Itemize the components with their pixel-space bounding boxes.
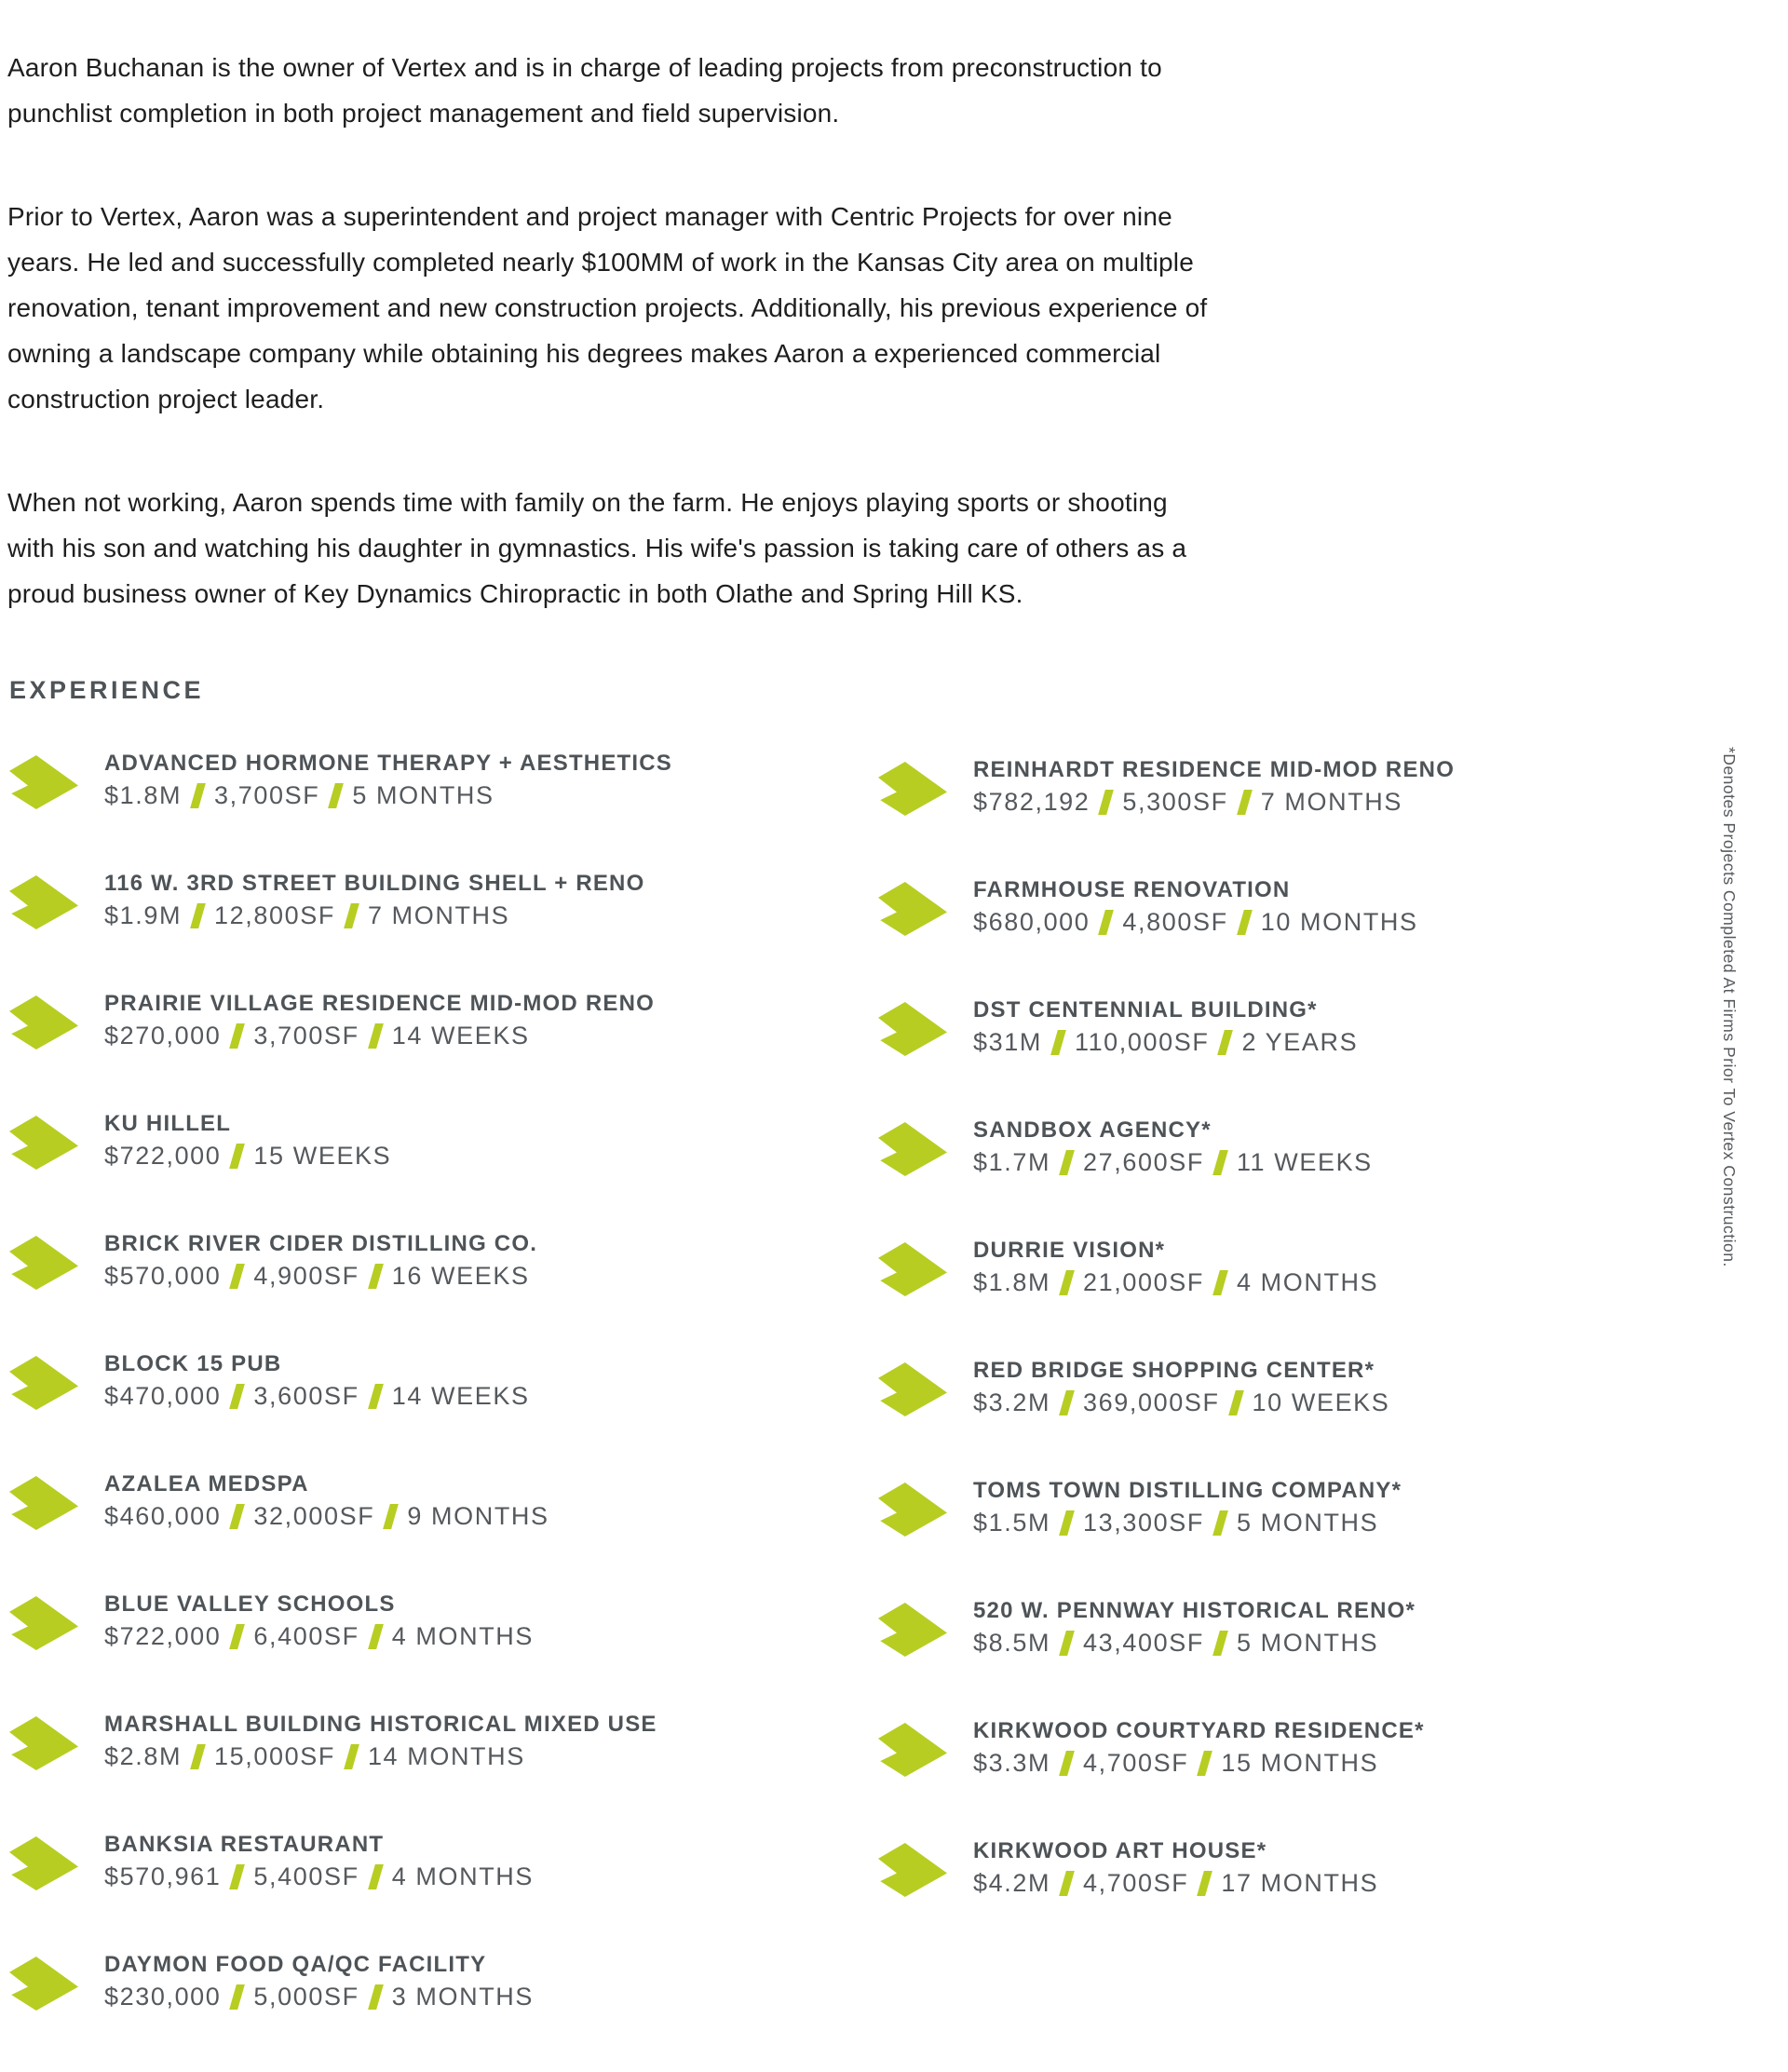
project-stat: 14 WEEKS [391,1382,530,1410]
green-slash-divider [230,1984,246,2010]
project-stat: $570,961 [104,1862,222,1890]
experience-item-text [973,1117,1373,1176]
project-stat: $570,000 [104,1262,222,1290]
project-stat: $722,000 [104,1142,222,1170]
project-title: KU HILLEL [104,1111,232,1136]
project-title: AZALEA MEDSPA [104,1471,309,1496]
project-stats [973,1028,1358,1056]
project-stat: $31M [973,1028,1042,1056]
experience-item [9,871,876,929]
green-slash-divider [1197,1871,1212,1896]
project-stat: 10 WEEKS [1252,1388,1390,1416]
project-title: KIRKWOOD ART HOUSE* [973,1838,1267,1863]
experience-item [878,1718,1788,1777]
project-stat: 3,700SF [214,781,320,809]
project-stat: 43,400SF [1083,1629,1204,1657]
experience-item [9,1712,876,1770]
project-stats [973,1749,1425,1777]
green-slash-divider [1228,1390,1244,1415]
project-stat: 16 WEEKS [391,1262,530,1290]
project-stats [104,1382,530,1410]
green-slash-divider [1237,910,1253,935]
experience-item-text [104,1832,534,1890]
project-stat: 15,000SF [214,1742,335,1770]
experience-item-text [104,1591,534,1650]
experience-item-text [973,1238,1378,1296]
project-title: DAYMON FOOD QA/QC FACILITY [104,1952,487,1977]
project-stat: 3 MONTHS [391,1983,535,2011]
experience-column-right [876,751,1788,2072]
project-stats [973,908,1418,936]
project-stat: 5,300SF [1122,788,1228,816]
experience-item [9,1351,876,1410]
project-stat: 13,300SF [1083,1509,1204,1537]
bio-section [7,45,1788,616]
green-slash-divider [230,1384,246,1409]
experience-item-text [973,1358,1389,1416]
experience-item-text [973,877,1418,936]
green-slash-divider [1059,1150,1075,1175]
project-stat: $270,000 [104,1022,222,1050]
project-stat: $680,000 [973,908,1090,936]
project-stat: $460,000 [104,1502,222,1530]
green-slash-divider [1059,1871,1075,1896]
green-slash-divider [1059,1631,1075,1656]
green-slash-divider [1099,910,1115,935]
project-stats [104,901,644,929]
arrow-right-icon [878,1603,947,1657]
arrow-right-icon [9,1356,78,1410]
project-stats [973,1509,1402,1537]
project-stat: 12,800SF [214,901,335,929]
project-stat: $8.5M [973,1629,1051,1657]
project-stat: 21,000SF [1083,1268,1204,1296]
project-stats [973,1869,1378,1897]
experience-item-text [104,1231,537,1290]
project-stats [104,1502,549,1530]
bio-paragraph-2: Prior to Vertex, Aaron was a superintendent and project manager with Centric Projects for over nine years. He led and successfully completed nearly $100MM of work in the Kansas City area on multiple renovation, tenant improvement and new construction projects. Additionally, his previous experience of owning a landscape company while obtaining his degrees makes Aaron a experienced commercial construction project leader. [7,202,1208,413]
green-slash-divider [230,1504,246,1529]
green-slash-divider [1212,1510,1228,1536]
bio-paragraph-1: Aaron Buchanan is the owner of Vertex and is in charge of leading projects from preconstruction to punchlist completion in both project management and field supervision. [7,53,1162,128]
arrow-right-icon [9,1116,78,1170]
project-title: KIRKWOOD COURTYARD RESIDENCE* [973,1718,1425,1743]
arrow-right-icon [878,1843,947,1897]
experience-item-text [104,871,644,929]
project-title: SANDBOX AGENCY* [973,1117,1212,1143]
arrow-right-icon [9,1596,78,1650]
project-stat: $1.9M [104,901,183,929]
green-slash-divider [1099,790,1115,815]
arrow-right-icon [9,995,78,1050]
project-stats [104,1862,534,1890]
experience-item-text [973,757,1455,816]
experience-item [878,757,1788,816]
project-stat: 6,400SF [253,1622,359,1650]
green-slash-divider [190,783,206,808]
green-slash-divider [1059,1390,1075,1415]
project-stat: $470,000 [104,1382,222,1410]
experience-item-text [104,991,655,1050]
project-stat: 14 MONTHS [367,1742,525,1770]
arrow-right-icon [9,1236,78,1290]
project-title: REINHARDT RESIDENCE MID-MOD RENO [973,757,1456,782]
project-stat: 5 MONTHS [1236,1509,1379,1537]
experience-item-text [973,997,1358,1056]
project-stat: 27,600SF [1083,1148,1204,1176]
project-stat: $782,192 [973,788,1090,816]
project-title: TOMS TOWN DISTILLING COMPANY* [973,1478,1402,1503]
project-stats [973,788,1455,816]
project-stats [104,781,672,809]
experience-item [878,1478,1788,1537]
green-slash-divider [230,1624,246,1649]
project-stat: 7 MONTHS [367,901,510,929]
green-slash-divider [368,1624,384,1649]
green-slash-divider [368,1023,384,1049]
green-slash-divider [368,1864,384,1889]
project-stat: 4,700SF [1083,1869,1189,1897]
green-slash-divider [383,1504,399,1529]
green-slash-divider [230,1144,246,1169]
experience-item [9,1591,876,1650]
project-stat: 32,000SF [253,1502,375,1530]
arrow-right-icon [878,1122,947,1176]
project-stat: 3,700SF [253,1022,359,1050]
project-title: 116 W. 3RD STREET BUILDING SHELL + RENO [104,871,645,896]
project-stat: 15 WEEKS [253,1142,392,1170]
experience-item [878,997,1788,1056]
bio-paragraph-3: When not working, Aaron spends time with family on the farm. He enjoys playing sports or shooting with his son and watching his daughter in gymnastics. His wife's passion is taking care of others as a proud business owner of Key Dynamics Chiropractic in both Olathe and Spring Hill KS. [7,488,1187,608]
project-stat: 5 MONTHS [352,781,494,809]
experience-item-text [973,1598,1416,1657]
experience-item-text [104,1471,549,1530]
green-slash-divider [368,1984,384,2010]
project-title: DST CENTENNIAL BUILDING* [973,997,1318,1022]
project-title: BLUE VALLEY SCHOOLS [104,1591,396,1617]
green-slash-divider [368,1384,384,1409]
project-stats [973,1629,1416,1657]
project-stats [104,1622,534,1650]
project-title: DURRIE VISION* [973,1238,1166,1263]
project-title: FARMHOUSE RENOVATION [973,877,1291,902]
arrow-right-icon [878,1362,947,1416]
experience-item-text [104,751,672,809]
project-title: BANKSIA RESTAURANT [104,1832,385,1857]
experience-item [878,1358,1788,1416]
arrow-right-icon [878,1483,947,1537]
project-stat: 4 MONTHS [1236,1268,1379,1296]
project-stat: 2 YEARS [1241,1028,1359,1056]
project-stat: 15 MONTHS [1221,1749,1379,1777]
project-stat: $722,000 [104,1622,222,1650]
project-stat: 5,000SF [253,1983,359,2011]
experience-item-text [104,1351,530,1410]
project-stat: 4 MONTHS [391,1862,535,1890]
arrow-right-icon [9,755,78,809]
project-stat: 4,700SF [1083,1749,1189,1777]
arrow-right-icon [9,1476,78,1530]
project-stat: 4,800SF [1122,908,1228,936]
project-stat: 369,000SF [1083,1388,1220,1416]
project-stat: $1.8M [973,1268,1051,1296]
green-slash-divider [1237,790,1253,815]
project-stat: $230,000 [104,1983,222,2011]
experience-item [9,751,876,809]
green-slash-divider [1212,1270,1228,1295]
project-stats [104,1983,534,2011]
experience-item [9,1832,876,1890]
green-slash-divider [1197,1751,1212,1776]
experience-item-text [104,1111,391,1170]
project-stats [973,1388,1389,1416]
project-stats [973,1268,1378,1296]
project-stat: $1.5M [973,1509,1051,1537]
green-slash-divider [190,1744,206,1769]
project-stat: 17 MONTHS [1221,1869,1379,1897]
green-slash-divider [1218,1030,1234,1055]
project-title: BRICK RIVER CIDER DISTILLING CO. [104,1231,538,1256]
arrow-right-icon [9,1957,78,2011]
project-title: RED BRIDGE SHOPPING CENTER* [973,1358,1375,1383]
experience-item [878,1838,1788,1897]
arrow-right-icon [9,875,78,929]
project-stats [104,1142,391,1170]
project-stat: $2.8M [104,1742,183,1770]
green-slash-divider [368,1264,384,1289]
arrow-right-icon [878,882,947,936]
project-title: PRAIRIE VILLAGE RESIDENCE MID-MOD RENO [104,991,655,1016]
green-slash-divider [344,903,359,928]
project-stat: 5,400SF [253,1862,359,1890]
green-slash-divider [1059,1751,1075,1776]
green-slash-divider [328,783,344,808]
project-stat: 3,600SF [253,1382,359,1410]
green-slash-divider [344,1744,359,1769]
project-stat: 11 WEEKS [1236,1148,1373,1176]
project-stats [104,1262,537,1290]
experience-item-text [104,1712,657,1770]
project-title: 520 W. PENNWAY HISTORICAL RENO* [973,1598,1416,1623]
green-slash-divider [230,1264,246,1289]
green-slash-divider [230,1864,246,1889]
project-stat: 14 WEEKS [391,1022,530,1050]
project-stat: $4.2M [973,1869,1051,1897]
project-stat: 5 MONTHS [1236,1629,1379,1657]
experience-item [878,877,1788,936]
green-slash-divider [1212,1631,1228,1656]
experience-list [7,751,1788,2072]
experience-heading: EXPERIENCE [9,676,205,704]
project-stat: $1.7M [973,1148,1051,1176]
experience-item [9,991,876,1050]
experience-item-text [973,1478,1402,1537]
arrow-right-icon [9,1836,78,1890]
project-stat: $3.3M [973,1749,1051,1777]
project-stat: 7 MONTHS [1260,788,1403,816]
arrow-right-icon [878,1723,947,1777]
green-slash-divider [1059,1510,1075,1536]
experience-item [9,1111,876,1170]
arrow-right-icon [878,1002,947,1056]
arrow-right-icon [878,762,947,816]
green-slash-divider [190,903,206,928]
green-slash-divider [1212,1150,1228,1175]
green-slash-divider [1059,1270,1075,1295]
experience-item-text [973,1718,1425,1777]
project-title: ADVANCED HORMONE THERAPY + AESTHETICS [104,751,673,776]
project-stat: $1.8M [104,781,183,809]
project-stats [104,1022,655,1050]
project-stat: 4,900SF [253,1262,359,1290]
arrow-right-icon [878,1242,947,1296]
project-stats [973,1148,1373,1176]
side-note: *Denotes Projects Completed At Firms Prior To Vertex Construction. [1720,747,1739,1267]
project-stat: 110,000SF [1074,1028,1210,1056]
experience-column-left [7,751,876,2072]
project-stats [104,1742,657,1770]
experience-item [9,1231,876,1290]
green-slash-divider [230,1023,246,1049]
project-title: BLOCK 15 PUB [104,1351,282,1376]
experience-item-text [973,1838,1378,1897]
project-stat: 9 MONTHS [407,1502,549,1530]
project-title: MARSHALL BUILDING HISTORICAL MIXED USE [104,1712,657,1737]
project-stat: 4 MONTHS [391,1622,535,1650]
project-stat: 10 MONTHS [1260,908,1418,936]
green-slash-divider [1050,1030,1066,1055]
experience-item [878,1238,1788,1296]
experience-item [878,1117,1788,1176]
arrow-right-icon [9,1716,78,1770]
experience-item [878,1598,1788,1657]
experience-item [9,1471,876,1530]
project-stat: $3.2M [973,1388,1051,1416]
